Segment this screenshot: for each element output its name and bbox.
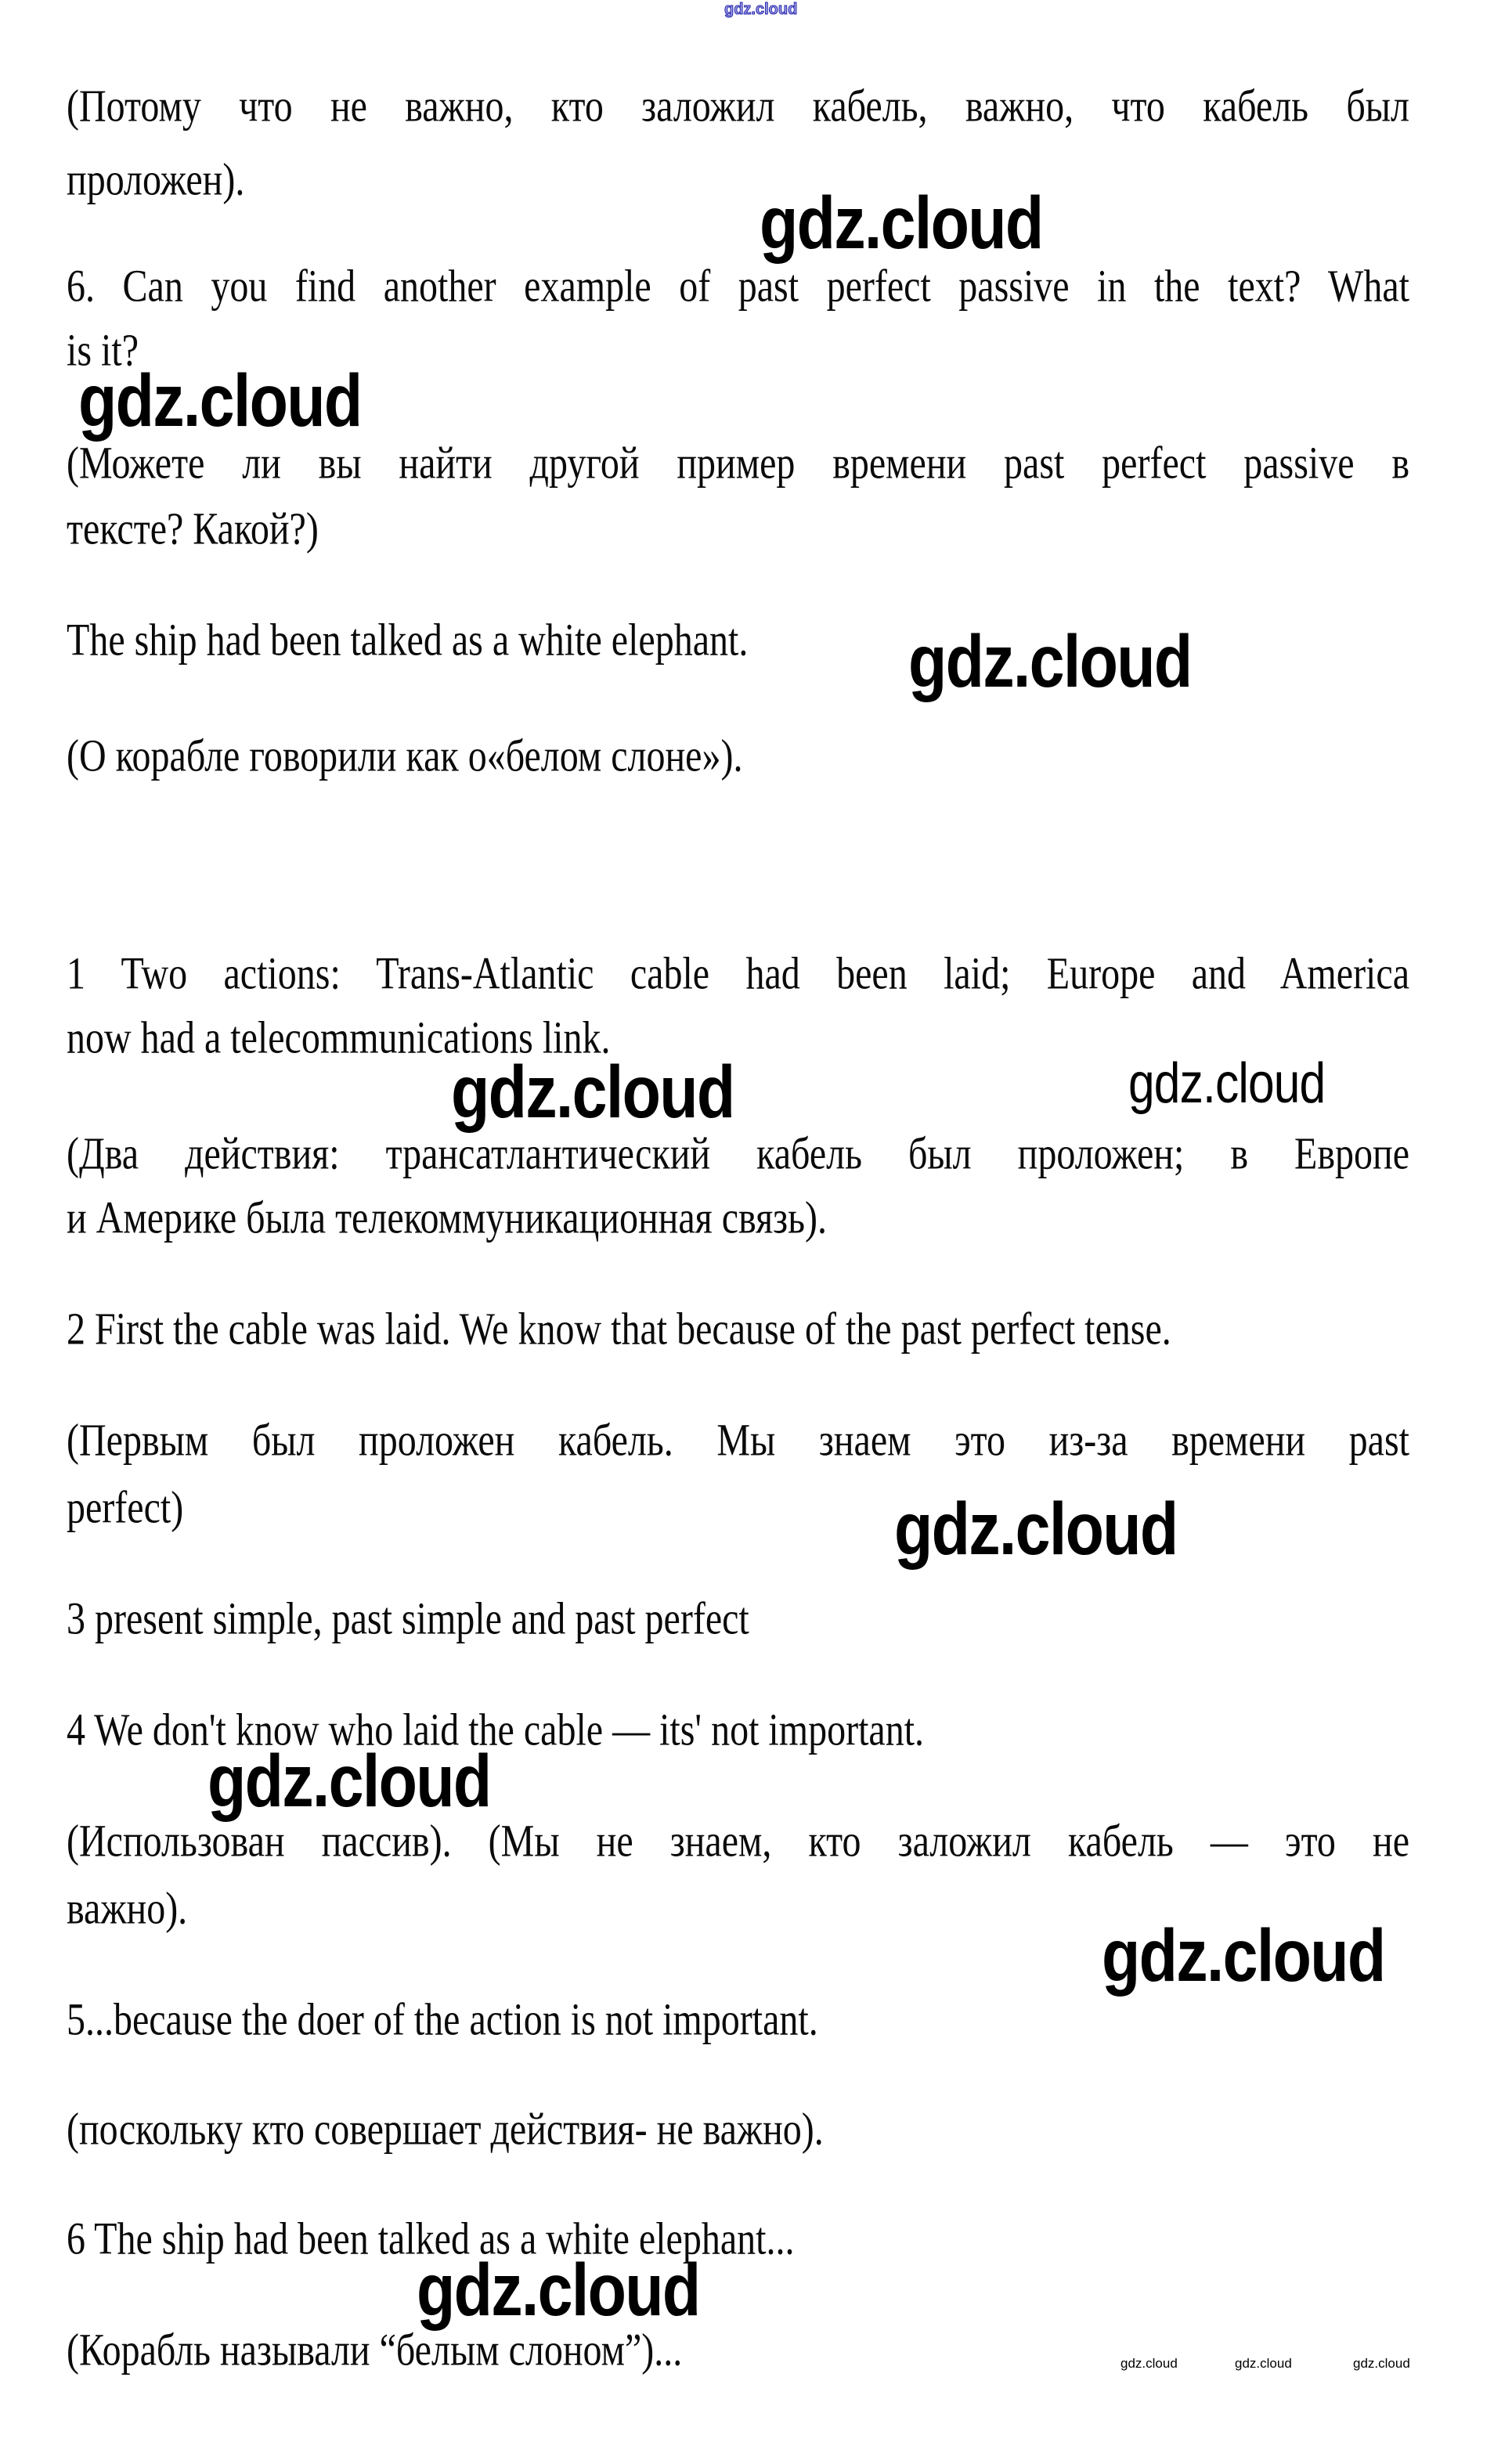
line-01-ru-intro: (Потому что не важно, кто заложил кабель, важно, что кабель был bbox=[67, 81, 1409, 132]
watermark-bottom-1: gdz.cloud bbox=[1120, 2356, 1178, 2371]
line-11-item1-ru: (Два действия: трансатлантический кабель был проложен; в Европе bbox=[67, 1128, 1409, 1179]
line-22-item6: 6 The ship had been talked as a white elephant... bbox=[67, 2213, 795, 2264]
line-14-item2-ru: (Первым был проложен кабель. Мы знаем это из-за времени past bbox=[67, 1415, 1409, 1466]
line-08-ru-answer: (О корабле говорили как о«белом слоне»). bbox=[67, 730, 743, 781]
line-15-item2-ru-end: perfect) bbox=[67, 1482, 184, 1533]
watermark-large-2: gdz.cloud bbox=[78, 359, 362, 442]
watermark-top: gdz.cloud bbox=[724, 1, 798, 18]
watermark-large-6: gdz.cloud bbox=[207, 1740, 491, 1823]
line-20-item5: 5...because the doer of the action is not important. bbox=[67, 1994, 818, 2045]
line-23-item6-ru: (Корабль называли “белым слоном”)... bbox=[67, 2325, 683, 2375]
line-13-item2: 2 First the cable was laid. We know that because of the past perfect tense. bbox=[67, 1304, 1171, 1355]
line-19-item4-ru-end: важно). bbox=[67, 1883, 188, 1934]
line-10-item1-end: now had a telecommunications link. bbox=[67, 1012, 611, 1063]
line-18-item4-ru: (Использован пассив). (Мы не знаем, кто заложил кабель — это не bbox=[67, 1816, 1409, 1867]
watermark-bottom-3: gdz.cloud bbox=[1353, 2356, 1410, 2371]
line-12-item1-ru-end: и Америке была телекоммуникационная связь). bbox=[67, 1192, 827, 1243]
watermark-bottom-2: gdz.cloud bbox=[1235, 2356, 1292, 2371]
line-02-ru-intro-end: проложен). bbox=[67, 154, 245, 205]
line-17-item4: 4 We don't know who laid the cable — its' not important. bbox=[67, 1704, 925, 1755]
line-05-ru-question: (Можете ли вы найти другой пример времени past perfect passive в bbox=[67, 438, 1409, 489]
watermark-large-5: gdz.cloud bbox=[894, 1488, 1178, 1571]
line-16-item3: 3 present simple, past simple and past perfect bbox=[67, 1593, 749, 1644]
line-09-item1: 1 Two actions: Trans-Atlantic cable had been laid; Europe and America bbox=[67, 948, 1409, 999]
watermark-large-4: gdz.cloud bbox=[451, 1051, 734, 1134]
watermark-large-7: gdz.cloud bbox=[1102, 1914, 1385, 1997]
line-06-ru-question-end: тексте? Какой?) bbox=[67, 503, 319, 554]
line-04-question-6-end: is it? bbox=[67, 325, 139, 376]
watermark-large-3: gdz.cloud bbox=[908, 620, 1192, 703]
line-03-question-6: 6. Can you find another example of past perfect passive in the text? What bbox=[67, 261, 1409, 312]
line-07-en-answer: The ship had been talked as a white elephant. bbox=[67, 615, 749, 666]
watermark-large-1: gdz.cloud bbox=[760, 182, 1043, 265]
watermark-large-8: gdz.cloud bbox=[417, 2249, 700, 2332]
watermark-medium-right: gdz.cloud bbox=[1128, 1052, 1326, 1115]
line-21-item5-ru: (поскольку кто совершает действия- не важно). bbox=[67, 2104, 824, 2155]
